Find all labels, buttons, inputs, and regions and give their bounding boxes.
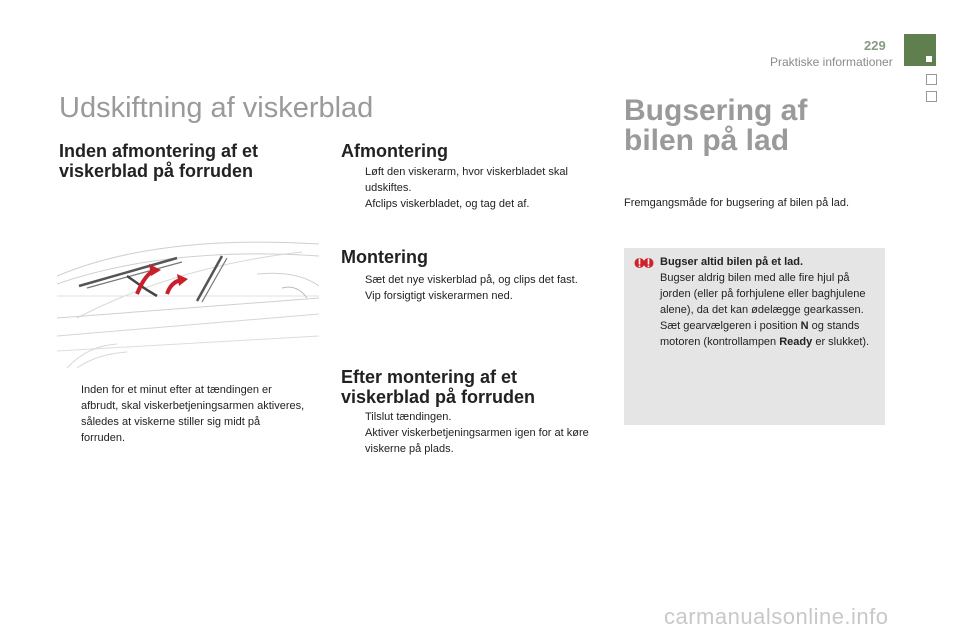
montering-steps: [341, 272, 607, 304]
warning-box: [624, 248, 885, 425]
warning-title: Bugser altid bilen på et lad.: [660, 256, 804, 268]
warning-body: Bugser aldrig bilen med alle fire hjul på jorden (eller på forhjulene eller baghjulene alene), da det kan ødelægge gearkassen.: [660, 272, 866, 316]
warning-icon: [634, 254, 654, 272]
warning-text-mid: og stands motoren (kontrollampen: [660, 320, 860, 348]
step-item: [341, 425, 607, 457]
step-item: [341, 409, 607, 425]
afmontering-steps: [341, 164, 607, 212]
inden-steps: [57, 382, 307, 446]
tab-box-1: [926, 74, 937, 85]
step-text: Tilslut tændingen.: [365, 411, 452, 423]
page-number: 229: [864, 38, 886, 53]
bugsering-intro: Fremgangsmåde for bugsering af bilen på lad.: [624, 197, 850, 209]
side-title: Bugsering af bilen på lad: [624, 94, 808, 157]
step-item: [341, 288, 607, 304]
ready-lamp: Ready: [779, 336, 813, 348]
step-item: [57, 382, 307, 446]
afmontering-heading: Afmontering: [341, 141, 448, 161]
step-text: Afclips viskerbladet, og tag det af.: [365, 198, 530, 210]
step-item: [341, 272, 607, 288]
tab-dot: [926, 56, 932, 62]
step-text: Løft den viskerarm, hvor viskerbladet skal udskiftes.: [365, 166, 568, 194]
step-item: [341, 164, 607, 196]
tab-box-2: [926, 91, 937, 102]
gear-position: N: [800, 320, 809, 332]
step-text: Inden for et minut efter at tændingen er afbrudt, skal viskerbetjeningsarmen aktiveres, således at viskerne stiller sig midt på forruden.: [81, 384, 305, 444]
watermark: carmanualsonline.info: [664, 604, 889, 629]
main-title: Udskiftning af viskerblad: [59, 92, 374, 124]
step-item: [341, 196, 607, 212]
wiper-illustration: [57, 226, 319, 368]
warning-text: [660, 254, 882, 350]
section-label: Praktiske informationer: [770, 55, 893, 69]
efter-steps: [341, 409, 607, 457]
warning-text-post: er slukket).: [812, 336, 870, 348]
step-text: Sæt det nye viskerblad på, og clips det fast.: [365, 274, 578, 286]
warning-text-pre: Sæt gearvælgeren i position: [660, 320, 801, 332]
step-text: Aktiver viskerbetjeningsarmen igen for at køre viskerne på plads.: [365, 427, 589, 455]
inden-heading: Inden afmontering af et viskerblad på forruden: [59, 141, 259, 181]
efter-heading: Efter montering af et viskerblad på forruden: [341, 367, 536, 407]
step-text: Vip forsigtigt viskerarmen ned.: [365, 290, 513, 302]
warning-body-2: [660, 318, 882, 350]
montering-heading: Montering: [341, 247, 428, 267]
section-tab: [904, 34, 936, 66]
